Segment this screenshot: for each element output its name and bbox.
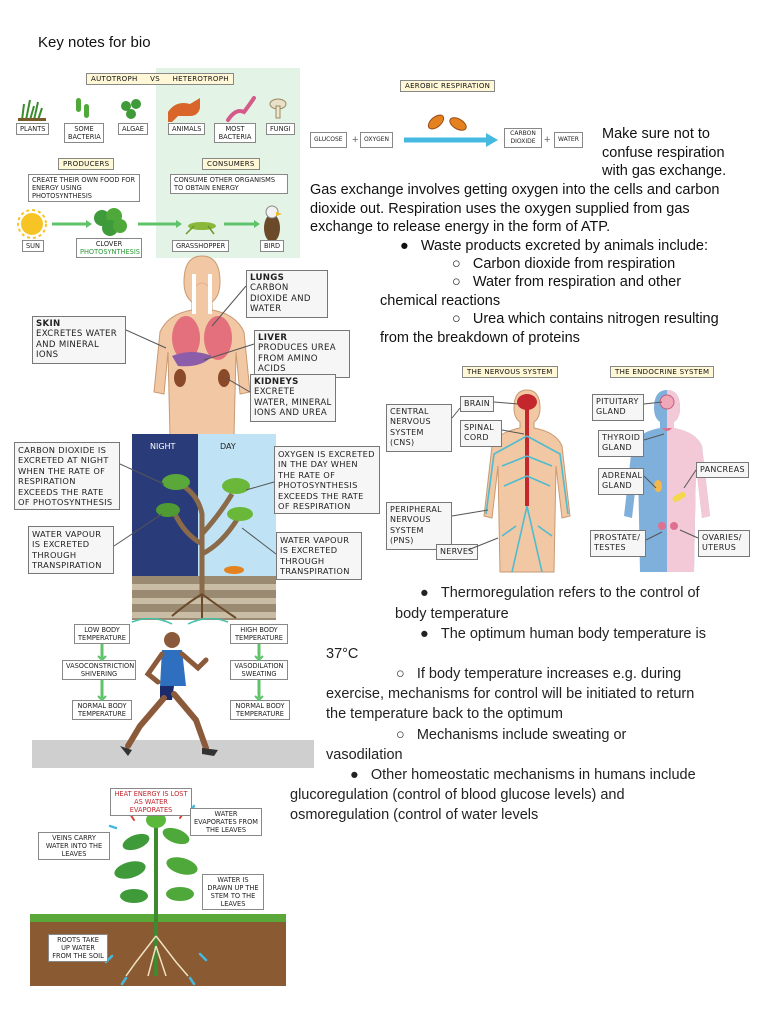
roots-callout: ROOTS TAKE UP WATER FROM THE SOIL xyxy=(48,934,108,962)
bullet-dot: ● xyxy=(420,585,441,601)
kidneys-desc: EXCRETE WATER, MINERAL IONS AND UREA xyxy=(254,387,332,419)
lungs-desc: CARBON DIOXIDE AND WATER xyxy=(250,283,311,315)
liver-desc: PRODUCES UREA FROM AMINO ACIDS xyxy=(258,343,336,375)
vapour-right-callout: WATER VAPOUR IS EXCRETED THROUGH TRANSPIRATION xyxy=(276,532,362,580)
waste-sub2-text: Water from respiration and other xyxy=(472,274,682,290)
liver-title: LIVER xyxy=(258,333,288,343)
mushroom-icon xyxy=(270,99,286,118)
oxygen-box: OXYGEN xyxy=(360,132,393,148)
endocrine-header: THE ENDOCRINE SYSTEM xyxy=(610,366,714,378)
respiration-arrow xyxy=(402,132,502,148)
cns-label: CENTRAL NERVOUS SYSTEM (CNS) xyxy=(386,404,452,452)
sun-icon xyxy=(18,210,46,238)
organism-fungi-label: FUNGI xyxy=(266,123,295,135)
sub-bullet-circle: ○ xyxy=(396,666,417,682)
optimum-bullet-cont: 37°C xyxy=(326,646,359,662)
transpiration-diagram xyxy=(30,786,286,986)
producers-label: PRODUCERS xyxy=(58,158,114,170)
thermoregulation-diagram xyxy=(32,618,314,768)
skin-title: SKIN xyxy=(36,319,61,329)
adrenal-label: ADRENAL GLAND xyxy=(598,468,644,495)
nerves-label: NERVES xyxy=(436,544,478,560)
veins-callout: VEINS CARRY WATER INTO THE LEAVES xyxy=(38,832,110,860)
waste-sub2-cont: chemical reactions xyxy=(380,293,501,309)
increase-sub-cont2: the temperature back to the optimum xyxy=(326,706,563,722)
consumers-desc: CONSUME OTHER ORGANISMS TO OBTAIN ENERGY xyxy=(170,174,288,194)
runner-figure xyxy=(114,630,234,760)
clover-icon xyxy=(94,208,127,236)
plus-sign-2: + xyxy=(544,134,551,146)
mechanisms-sub-text: Mechanisms include sweating or xyxy=(416,727,627,743)
low-temp-box: LOW BODY TEMPERATURE xyxy=(74,624,130,644)
increase-sub-cont1: exercise, mechanisms for control will be initiated to return xyxy=(326,686,695,702)
organism-icons xyxy=(14,90,300,150)
waste-sub1-text: Carbon dioxide from respiration xyxy=(472,256,676,272)
respiration-note: Make sure not to confuse respiration with gas exchange. xyxy=(602,126,727,179)
fox-icon xyxy=(168,98,200,122)
normal-left-box: NORMAL BODY TEMPERATURE xyxy=(72,700,132,720)
co2-box: CARBON DIOXIDE xyxy=(504,128,542,148)
ovaries-label: OVARIES/ UTERUS xyxy=(698,530,750,557)
lungs-title: LUNGS xyxy=(250,273,285,283)
grasshopper-icon xyxy=(186,222,216,234)
autotroph-diagram xyxy=(14,68,300,258)
heat-callout: HEAT ENERGY IS LOST AS WATER EVAPORATES xyxy=(110,788,192,816)
skin-desc: EXCRETES WATER AND MINERAL IONS xyxy=(36,329,118,361)
bullet-dot: ● xyxy=(400,238,421,254)
spinal-cord-label: SPINAL CORD xyxy=(460,420,502,447)
waste-bullet-text: Waste products excreted by animals include: xyxy=(420,238,709,254)
organism-plants-label: PLANTS xyxy=(16,123,49,135)
bacteria-icon xyxy=(76,98,89,118)
night-label: NIGHT xyxy=(150,442,176,451)
sub-bullet-circle: ○ xyxy=(396,727,417,743)
water-box: WATER xyxy=(554,132,583,148)
increase-sub-text: If body temperature increases e.g. during xyxy=(416,666,682,682)
kidneys-title: KIDNEYS xyxy=(254,377,299,387)
glucose-box: GLUCOSE xyxy=(310,132,347,148)
plant-day-night-diagram xyxy=(14,434,374,620)
respiration-header: AEROBIC RESPIRATION xyxy=(400,80,495,92)
chain-grasshopper-label: GRASSHOPPER xyxy=(172,240,229,252)
waste-sub3 xyxy=(452,310,719,329)
chain-sun-label: SUN xyxy=(22,240,44,252)
sub-bullet-circle: ○ xyxy=(452,311,473,327)
evaporates-callout: WATER EVAPORATES FROM THE LEAVES xyxy=(190,808,262,836)
normal-right-box: NORMAL BODY TEMPERATURE xyxy=(230,700,290,720)
respiration-diagram xyxy=(308,78,596,154)
chain-bird-label: BIRD xyxy=(260,240,284,252)
organism-algae-label: ALGAE xyxy=(118,123,148,135)
worm-bacteria-icon xyxy=(228,98,254,120)
pns-label: PERIPHERAL NERVOUS SYSTEM (PNS) xyxy=(386,502,452,550)
day-label: DAY xyxy=(220,442,236,451)
thermo-bullet-cont: body temperature xyxy=(395,606,509,622)
nervous-endocrine-diagram xyxy=(384,364,756,574)
gas-exchange-paragraph: Gas exchange involves getting oxygen into the cells and carbon dioxide out. Respiration uses the oxygen supplied from gas exchange to release energy in the form of ATP. xyxy=(310,182,720,235)
excretion-pointer-lines xyxy=(28,252,354,436)
excretion-diagram xyxy=(28,252,354,436)
optimum-bullet-text: The optimum human body temperature is xyxy=(440,626,706,642)
chain-clover-text: CLOVER xyxy=(95,240,123,248)
other-bullet-cont1: glucoregulation (control of blood glucose levels) and xyxy=(290,787,625,803)
co2-night-callout: CARBON DIOXIDE IS EXCRETED AT NIGHT WHEN THE RATE OF RESPIRATION EXCEEDS THE RATE OF PHOTOSYNTHESIS xyxy=(14,442,120,510)
mechanisms-sub-cont: vasodilation xyxy=(326,747,403,763)
nervous-header: THE NERVOUS SYSTEM xyxy=(462,366,558,378)
organism-animals-label: ANIMALS xyxy=(168,123,205,135)
other-bullet-text: Other homeostatic mechanisms in humans include xyxy=(370,767,696,783)
waste-sub3-cont: from the breakdown of proteins xyxy=(380,330,580,346)
thermo-bullet-text: Thermoregulation refers to the control of xyxy=(440,585,700,601)
mechanisms-sub xyxy=(396,725,626,745)
sub-bullet-circle: ○ xyxy=(452,256,473,272)
waste-sub2 xyxy=(452,273,681,292)
autotroph-header: AUTOTROPH VS HETEROTROPH xyxy=(86,73,234,85)
waste-sub1 xyxy=(452,255,675,274)
bullet-dot: ● xyxy=(350,767,371,783)
photosynthesis-label: PHOTOSYNTHESIS xyxy=(80,248,140,256)
thermo-bullet xyxy=(420,583,700,603)
plant-pointer-lines xyxy=(14,434,374,620)
prostate-label: PROSTATE/ TESTES xyxy=(590,530,646,557)
algae-icon xyxy=(121,99,141,119)
waste-sub3-text: Urea which contains nitrogen resulting xyxy=(472,311,719,327)
page-title: Key notes for bio xyxy=(38,34,151,51)
bullet-dot: ● xyxy=(420,626,441,642)
waste-bullet xyxy=(400,237,708,256)
other-bullet-cont2: osmoregulation (control of water levels xyxy=(290,807,539,823)
high-temp-box: HIGH BODY TEMPERATURE xyxy=(230,624,288,644)
pituitary-label: PITUITARY GLAND xyxy=(592,394,644,421)
vapour-left-callout: WATER VAPOUR IS EXCRETED THROUGH TRANSPIRATION xyxy=(28,526,114,574)
nervous-pointer-lines xyxy=(384,364,756,574)
brain-label: BRAIN xyxy=(460,396,494,412)
plus-sign-1: + xyxy=(352,134,359,146)
sub-bullet-circle: ○ xyxy=(452,274,473,290)
vasodilation-box: VASODILATION SWEATING xyxy=(230,660,288,680)
drawn-callout: WATER IS DRAWN UP THE STEM TO THE LEAVES xyxy=(202,874,264,910)
pancreas-label: PANCREAS xyxy=(696,462,749,478)
organism-most-bacteria-label: MOST BACTERIA xyxy=(214,123,256,143)
other-bullet xyxy=(350,765,696,785)
food-chain-icons xyxy=(14,204,300,254)
vasoconstriction-box: VASOCONSTRICTION SHIVERING xyxy=(62,660,136,680)
oxygen-day-callout: OXYGEN IS EXCRETED IN THE DAY WHEN THE RATE OF PHOTOSYNTHESIS EXCEEDS THE RATE OF RESPIRATION xyxy=(274,446,380,514)
optimum-bullet xyxy=(420,624,706,644)
plants-icon xyxy=(18,100,46,121)
producers-desc: CREATE THEIR OWN FOOD FOR ENERGY USING PHOTOSYNTHESIS xyxy=(28,174,140,202)
thyroid-label: THYROID GLAND xyxy=(598,430,644,457)
increase-sub xyxy=(396,664,681,684)
organism-bacteria-label: SOME BACTERIA xyxy=(64,123,104,143)
eagle-icon xyxy=(264,206,282,242)
consumers-label: CONSUMERS xyxy=(202,158,260,170)
